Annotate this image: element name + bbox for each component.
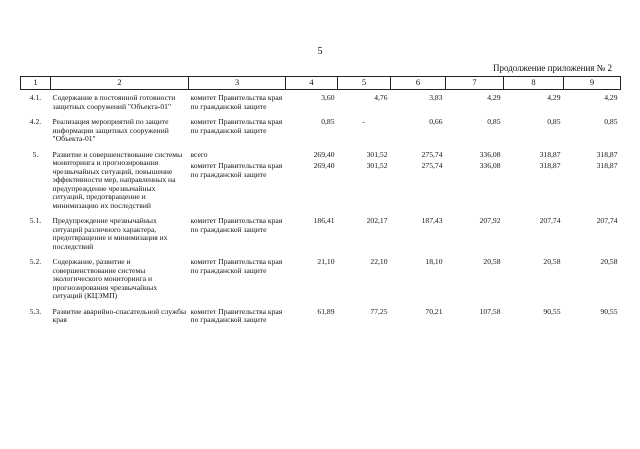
row-value-total: 318,87: [539, 149, 561, 159]
header-cell: 6: [391, 77, 446, 90]
row-code: 5.1.: [29, 216, 42, 225]
row-name: Развитие и совершенствование системы мониторинга и прогнозирования чрезвычайных ситуаций, повышение эффективности мер, направленных на предупреждение чрезвычайных ситуаций, предотвращение и минимизацию их последствий: [52, 149, 183, 210]
appendix-caption: Продолжение приложения № 2: [492, 63, 612, 73]
row-value: 336,08: [479, 161, 501, 170]
row-value: 70,21: [425, 306, 443, 316]
row-executor: комитет Правительства края по гражданской защите: [190, 216, 283, 234]
row-value: 20,58: [483, 257, 501, 266]
row-value: 4,29: [547, 93, 561, 102]
row-value: 20,58: [543, 257, 561, 266]
row-value: 22,10: [370, 257, 388, 266]
row-executor: комитет Правительства края по гражданской защите: [190, 117, 283, 135]
row-value: 207,74: [539, 216, 561, 225]
row-executor: комитет Правительства края по гражданской защите: [190, 257, 283, 275]
row-value: 4,29: [487, 93, 501, 102]
row-value: 0,85: [547, 117, 561, 126]
row-value-total: 336,08: [479, 149, 501, 159]
row-value: 0,66: [429, 117, 443, 126]
table-row: [21, 114, 621, 147]
header-cell: 2: [51, 77, 189, 90]
row-value: 4,76: [374, 93, 388, 102]
header-row: [21, 77, 621, 90]
row-value: 90,55: [543, 306, 561, 316]
row-value: 0,85: [321, 117, 335, 126]
table-row: [21, 213, 621, 254]
header-cell: 4: [286, 77, 338, 90]
row-value: 77,25: [370, 306, 388, 316]
row-value-cell: [504, 147, 564, 214]
row-value: 20,58: [600, 257, 618, 266]
row-executor: комитет Правительства края по гражданской защите: [190, 93, 283, 111]
row-value-cell: [391, 147, 446, 214]
row-value-cell: [564, 147, 621, 214]
row-name: Содержание в постоянной готовности защитных сооружений "Объекта-01": [52, 93, 176, 111]
row-code: 5.: [32, 149, 39, 159]
table-row: [21, 147, 621, 214]
row-name: Реализация мероприятий по защите информации защитных сооружений "Объекта-01": [52, 117, 169, 143]
row-value: 318,87: [539, 161, 561, 170]
row-executor-total: всего: [190, 149, 208, 159]
program-table: [20, 76, 621, 328]
row-value: 107,58: [479, 306, 501, 316]
row-executor: комитет Правительства края по гражданской защите: [190, 306, 283, 324]
row-value: 0,85: [604, 117, 618, 126]
row-value: 269,40: [313, 161, 335, 170]
row-value: 186,41: [313, 216, 335, 225]
row-executor: комитет Правительства края по гражданской защите: [190, 161, 283, 179]
row-name: Содержание, развитие и совершенствование системы экологического мониторинга и прогнозирования чрезвычайных ситуаций (КЦЭМП): [52, 257, 158, 300]
header-cell: 5: [338, 77, 391, 90]
row-code: 4.2.: [29, 117, 42, 126]
row-name: Развитие аварийно-спасательной службы края: [52, 306, 187, 324]
header-cell: 8: [504, 77, 564, 90]
row-value: 90,55: [600, 306, 618, 316]
row-value: 187,43: [421, 216, 443, 225]
row-value: 18,10: [425, 257, 443, 266]
row-value: 4,29: [604, 93, 618, 102]
row-value-total: 275,74: [421, 149, 443, 159]
row-value-cell: [446, 147, 504, 214]
header-cell: 9: [564, 77, 621, 90]
row-value: 318,87: [596, 161, 618, 170]
row-executor-cell: [189, 147, 286, 214]
row-value: 61,89: [317, 306, 335, 316]
page-number: 5: [317, 46, 323, 57]
row-value: 202,17: [366, 216, 388, 225]
row-value-cell: [338, 147, 391, 214]
row-value-cell: [286, 147, 338, 214]
row-value: 207,74: [596, 216, 618, 225]
row-value: 301,52: [366, 161, 388, 170]
row-code: 5.3.: [29, 306, 42, 316]
row-value-total: 301,52: [366, 149, 388, 159]
header-cell: 3: [189, 77, 286, 90]
table-row: [21, 304, 621, 328]
row-value: 3,60: [321, 93, 335, 102]
row-name: Предупреждение чрезвычайных ситуаций различного характера, предотвращение и минимизация их последствий: [52, 216, 168, 251]
row-value-total: 269,40: [313, 149, 335, 159]
row-code: 4.1.: [29, 93, 42, 102]
row-value: -: [362, 117, 365, 126]
row-value: 21,10: [317, 257, 335, 266]
row-code: 5.2.: [29, 257, 42, 266]
row-value: 207,92: [479, 216, 501, 225]
table-row: [21, 90, 621, 115]
row-value-total: 318,87: [596, 149, 618, 159]
header-cell: 1: [21, 77, 51, 90]
row-value: 3,83: [429, 93, 443, 102]
row-value: 275,74: [421, 161, 443, 170]
header-cell: 7: [446, 77, 504, 90]
table-row: [21, 254, 621, 304]
row-value: 0,85: [487, 117, 501, 126]
